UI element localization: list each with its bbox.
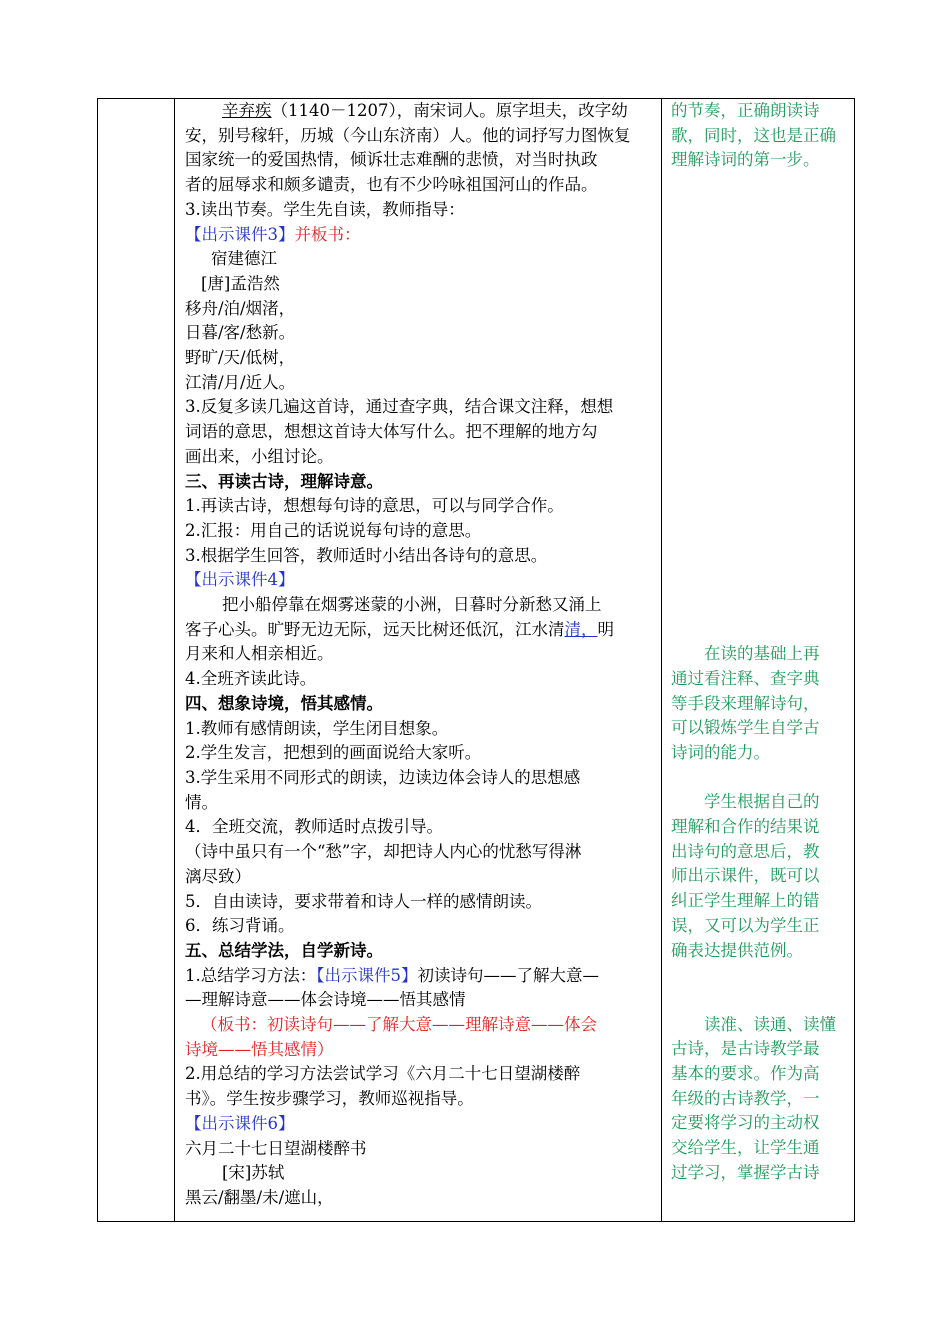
step3-courseware	[185, 223, 661, 248]
author-name: 辛弃疾	[222, 101, 272, 120]
section4-item: 漓尽致）	[185, 866, 251, 886]
poem2-title: 六月二十七日望湖楼醉书	[185, 1138, 367, 1158]
poem1-line: 移舟/泊/烟渚，	[185, 298, 296, 318]
section5-heading: 五、总结学法，自学新诗。	[185, 940, 383, 960]
design-note-2: 在读的基础上再 通过看注释、查字典 等手段来理解诗句， 可以锻炼学生自学古 诗词的能力。	[671, 644, 820, 762]
courseware-label: 【出示课件3】	[185, 224, 295, 244]
intro-line-4: 者的屈辱求和颇多谴责，也有不少吟咏祖国河山的作品。	[185, 175, 598, 195]
board-label: 并板书：	[294, 224, 361, 244]
section4-item: 1.教师有感情朗读，学生闭目想象。	[185, 718, 449, 738]
step3b-line: 3.反复多读几遍这首诗，通过查字典，结合课文注释，想想	[185, 397, 614, 417]
intro-line-3: 国家统一的爱国热情，倾诉壮志难酬的悲愤，对当时执政	[185, 150, 598, 170]
meaning-line-1: 把小船停靠在烟雾迷蒙的小洲，日暮时分新愁又涌上	[222, 595, 602, 615]
step3b-line: 画出来，小组讨论。	[185, 446, 334, 466]
section4-item: 6．练习背诵。	[185, 916, 295, 936]
meaning-line-3: 月来和人相亲相近。	[185, 644, 334, 664]
section5-item1-cont: —理解诗意——体会诗境——悟其感情	[185, 990, 466, 1010]
section4-heading: 四、想象诗境，悟其感情。	[185, 693, 383, 713]
design-notes-column	[662, 99, 853, 1221]
step3b-line: 词语的意思，想想这首诗大体写什么。把不理解的地方勾	[185, 422, 598, 442]
design-note-4: 读准、读通、读懂 古诗，是古诗教学最 基本的要求。作为高 年级的古诗教学，一 定要将学习的主动权 交给学生，让学生通 过学习，掌握学古诗	[671, 1014, 836, 1182]
section4-item: （诗中虽只有一个“愁”字，却把诗人内心的忧愁写得淋	[185, 842, 582, 862]
poem1-line: 江清/月/近人。	[185, 372, 296, 392]
lesson-table	[97, 98, 855, 1222]
design-note-3: 学生根据自己的 理解和合作的结果说 出诗句的意思后，教 师出示课件，既可以 纠正学生理解上的错 误，又可以为学生正 确表达提供范例。	[671, 792, 820, 960]
intro-line-2: 安，别号稼轩，历城（今山东济南）人。他的词抒写力图恢复	[185, 125, 631, 145]
section3-heading: 三、再读古诗，理解诗意。	[185, 471, 383, 491]
poem1-line: 日暮/客/愁新。	[185, 323, 296, 343]
section3-item: 3.根据学生回答，教师适时小结出各诗句的意思。	[185, 545, 548, 565]
section3-item4: 4.全班齐读此诗。	[185, 669, 317, 689]
section4-item: 4．全班交流，教师适时点拨引导。	[185, 817, 443, 837]
poem2-line: 黑云/翻墨/未/遮山，	[185, 1187, 334, 1207]
board-note-line-1: （板书：初读诗句——了解大意——理解诗意——体会	[201, 1015, 597, 1035]
courseware-4-label: 【出示课件4】	[185, 570, 295, 590]
design-note-1: 的节奏，正确朗读诗 歌，同时，这也是正确 理解诗词的第一步。	[671, 101, 836, 170]
section5-item2: 2.用总结的学习方法尝试学习《六月二十七日望湖楼醉	[185, 1064, 581, 1084]
poem1-title: 宿建德江	[211, 249, 277, 269]
section4-item: 5．自由读诗，要求带着和诗人一样的感情朗读。	[185, 891, 542, 911]
section3-item: 1.再读古诗，想想每句诗的意思，可以与同学合作。	[185, 496, 564, 516]
section4-item: 2.学生发言，把想到的画面说给大家听。	[185, 743, 482, 763]
intro-line-1: 辛弃疾（1140－1207），南宋词人。原字坦夫，改字幼	[222, 101, 628, 120]
section3-item: 2.汇报：用自己的话说说每句诗的意思。	[185, 520, 482, 540]
section5-item2-cont: 书》。学生按步骤学习，教师巡视指导。	[185, 1089, 474, 1109]
section5-item1: 1.总结学习方法：【出示课件5】初读诗句——了解大意—	[185, 965, 599, 985]
step3-line: 3.读出节奏。学生先自读，教师指导：	[185, 199, 465, 219]
left-column	[98, 99, 175, 1221]
courseware-5-label: 【出示课件5】	[316, 965, 418, 985]
poem1-line: 野旷/天/低树，	[185, 348, 296, 368]
poem2-author: [宋]苏轼	[222, 1163, 285, 1183]
meaning-line-2: 客子心头。旷野无边无际，远天比树还低沉，江水清清，明	[185, 619, 614, 639]
courseware-6-label: 【出示课件6】	[185, 1113, 295, 1133]
board-note-line-2: 诗境——悟其感情）	[185, 1039, 334, 1059]
poem1-author: [唐]孟浩然	[201, 273, 280, 293]
process-column	[175, 99, 662, 1221]
tracked-change-text: 清，	[564, 619, 598, 639]
section4-item: 情。	[185, 792, 218, 812]
section4-item: 3.学生采用不同形式的朗读，边读边体会诗人的思想感	[185, 767, 581, 787]
